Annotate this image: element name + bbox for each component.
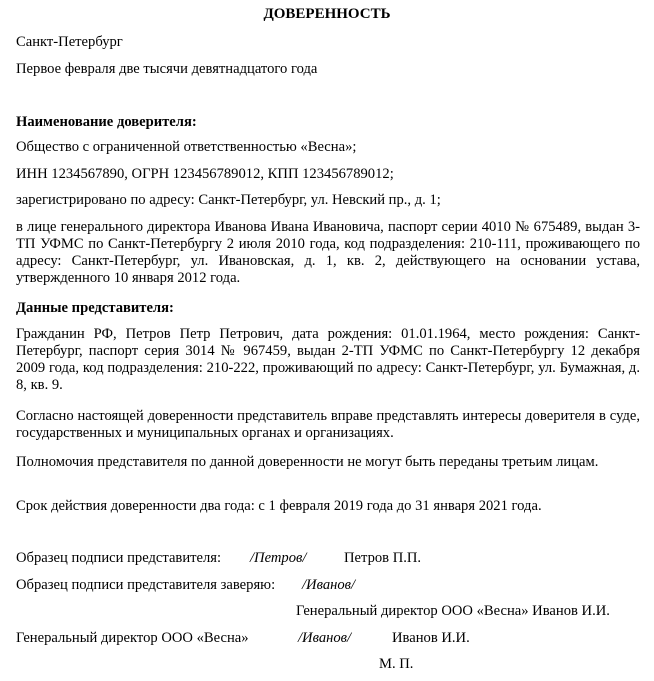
- city: Санкт-Петербург: [16, 34, 123, 50]
- principal-heading: Наименование доверителя:: [16, 114, 197, 130]
- representative-heading: Данные представителя:: [16, 300, 174, 316]
- validity-paragraph: Срок действия доверенности два года: с 1 февраля 2019 года до 31 января 2021 года.: [16, 498, 542, 514]
- rep-sample-signature: /Петров/: [250, 550, 307, 566]
- certify-label: Образец подписи представителя заверяю:: [16, 577, 276, 593]
- principal-director: в лице генерального директора Иванова Ивана Ивановича, паспорт серии 4010 № 675489, выдан 3-ТП УФМС по Санкт-Петербургу 2 июля 2010 года, код подразделения: 210-111, проживающего по адресу: Санкт-Петербург, ул. Ивановская, д. 1, кв. 2, действующего на основании устава, утвержденного 10 января 2012 года.: [16, 219, 640, 286]
- director-name: Иванов И.И.: [392, 630, 470, 646]
- powers-paragraph: Согласно настоящей доверенности представитель вправе представлять интересы доверителя в суде, государственных и муниципальных органах и организациях.: [16, 408, 640, 441]
- certify-position: Генеральный директор ООО «Весна» Иванов И.И.: [296, 603, 610, 619]
- document-title: ДОВЕРЕННОСТЬ: [263, 6, 391, 22]
- certify-signature: /Иванов/: [302, 577, 356, 593]
- director-signature: /Иванов/: [298, 630, 352, 646]
- seal-place: М. П.: [379, 656, 414, 672]
- principal-ids: ИНН 1234567890, ОГРН 123456789012, КПП 123456789012;: [16, 166, 394, 182]
- director-position: Генеральный директор ООО «Весна»: [16, 630, 249, 646]
- representative-details: Гражданин РФ, Петров Петр Петрович, дата рождения: 01.01.1964, место рождения: Санкт-Петербург, паспорт серия 3014 № 967459, выдан 2-ТП УФМС по Санкт-Петербургу 12 декабря 2009 года, код подразделения: 210-222, проживающий по адресу: Санкт-Петербург, ул. Бумажная, д. 8, кв. 9.: [16, 326, 640, 393]
- principal-address: зарегистрировано по адресу: Санкт-Петербург, ул. Невский пр., д. 1;: [16, 192, 441, 208]
- document-date: Первое февраля две тысячи девятнадцатого года: [16, 61, 318, 77]
- rep-sample-name: Петров П.П.: [344, 550, 422, 566]
- rep-sample-label: Образец подписи представителя:: [16, 550, 222, 566]
- principal-org: Общество с ограниченной ответственностью «Весна»;: [16, 139, 357, 155]
- no-transfer-paragraph: Полномочия представителя по данной доверенности не могут быть переданы третьим лицам.: [16, 454, 599, 470]
